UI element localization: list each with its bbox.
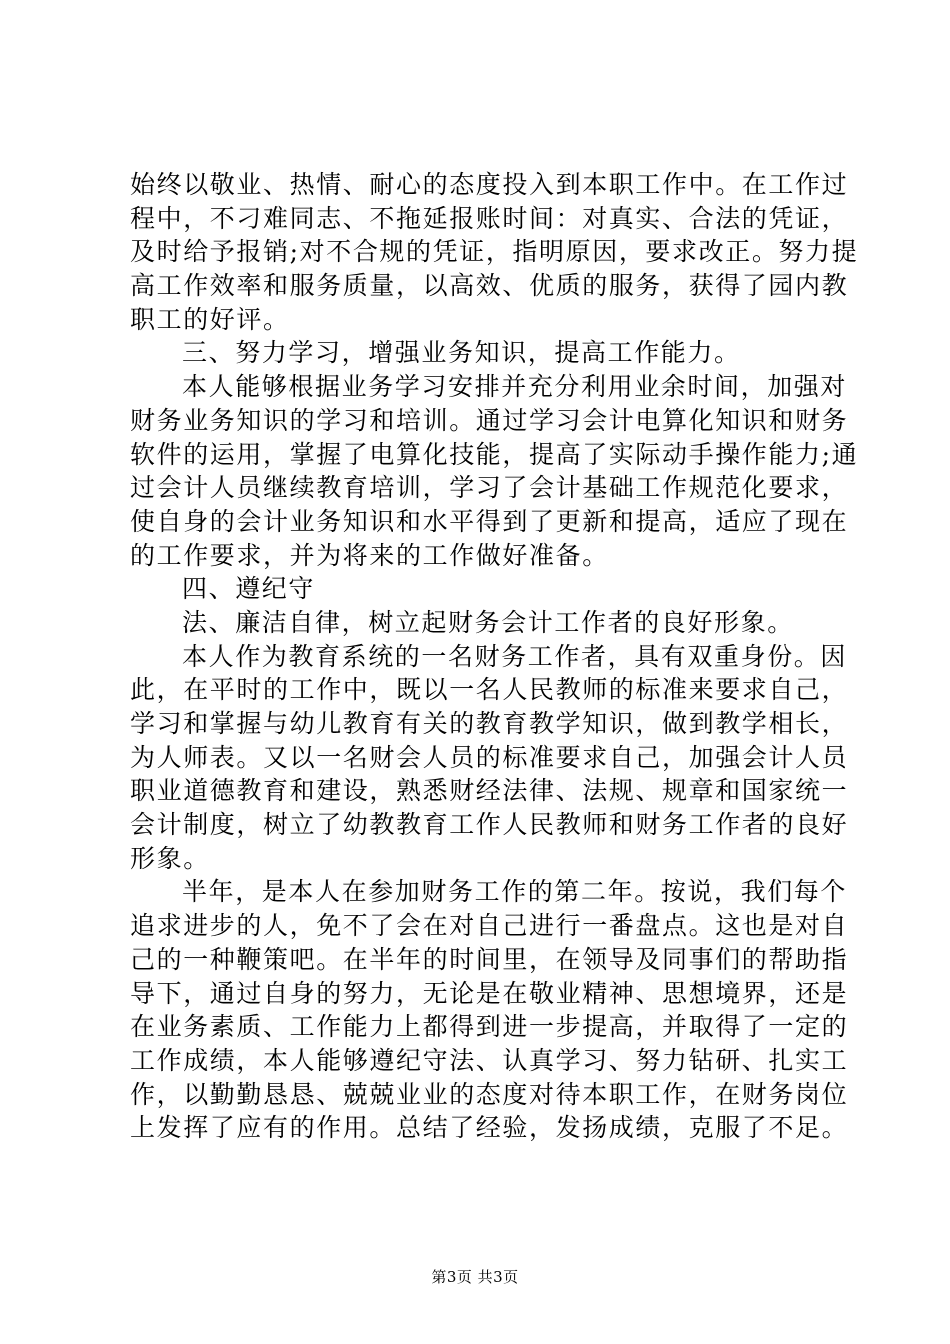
text-line: 此，在平时的工作中，既以一名人民教师的标准来要求自己， — [130, 675, 849, 705]
text-line: 软件的运用，掌握了电算化技能，提高了实际动手操作能力;通 — [130, 439, 859, 469]
text-line: 财务业务知识的学习和培训。通过学习会计电算化知识和财务 — [130, 405, 849, 435]
text-line: 在业务素质、工作能力上都得到进一步提高，并取得了一定的 — [130, 1012, 849, 1042]
text-line: 半年，是本人在参加财务工作的第二年。按说，我们每个 — [182, 877, 848, 907]
text-line: 导下，通过自身的努力，无论是在敬业精神、思想境界，还是 — [130, 978, 849, 1008]
text-line: 职业道德教育和建设，熟悉财经法律、法规、规章和国家统一 — [130, 776, 849, 806]
text-line: 程中，不刁难同志、不拖延报账时间：对真实、合法的凭证， — [130, 203, 849, 233]
text-line: 工作成绩，本人能够遵纪守法、认真学习、努力钻研、扎实工 — [130, 1045, 849, 1075]
text-line: 过会计人员继续教育培训，学习了会计基础工作规范化要求， — [130, 473, 849, 503]
text-line: 的工作要求，并为将来的工作做好准备。 — [130, 540, 609, 570]
text-line: 作，以勤勤恳恳、兢兢业业的态度对待本职工作，在财务岗位 — [130, 1079, 849, 1109]
text-line: 及时给予报销;对不合规的凭证，指明原因，要求改正。努力提 — [130, 237, 859, 267]
text-line: 追求进步的人，免不了会在对自己进行一番盘点。这也是对自 — [130, 911, 849, 941]
text-line: 使自身的会计业务知识和水平得到了更新和提高，适应了现在 — [130, 506, 849, 536]
text-line: 本人能够根据业务学习安排并充分利用业余时间，加强对 — [182, 372, 848, 402]
text-line: 始终以敬业、热情、耐心的态度投入到本职工作中。在工作过 — [130, 170, 849, 199]
text-line: 会计制度，树立了幼教教育工作人民教师和财务工作者的良好 — [130, 810, 849, 840]
text-line: 己的一种鞭策吧。在半年的时间里，在领导及同事们的帮助指 — [130, 944, 849, 974]
text-line: 高工作效率和服务质量，以高效、优质的服务，获得了园内教 — [130, 271, 849, 301]
section-heading: 四、遵纪守 — [182, 574, 316, 604]
text-line: 法、廉洁自律，树立起财务会计工作者的良好形象。 — [182, 607, 794, 637]
page-number-footer: 第3页 共3页 — [431, 1268, 519, 1286]
text-line: 本人作为教育系统的一名财务工作者，具有双重身份。因 — [182, 641, 848, 671]
text-line: 职工的好评。 — [130, 304, 290, 334]
text-line: 上发挥了应有的作用。总结了经验，发扬成绩，克服了不足。 — [130, 1113, 849, 1143]
section-heading: 三、努力学习，增强业务知识，提高工作能力。 — [182, 338, 741, 368]
document-body — [130, 168, 859, 1145]
text-line: 学习和掌握与幼儿教育有关的教育教学知识，做到教学相长， — [130, 709, 849, 738]
text-line: 为人师表。又以一名财会人员的标准要求自己，加强会计人员 — [130, 742, 849, 772]
text-line: 形象。 — [130, 843, 210, 873]
